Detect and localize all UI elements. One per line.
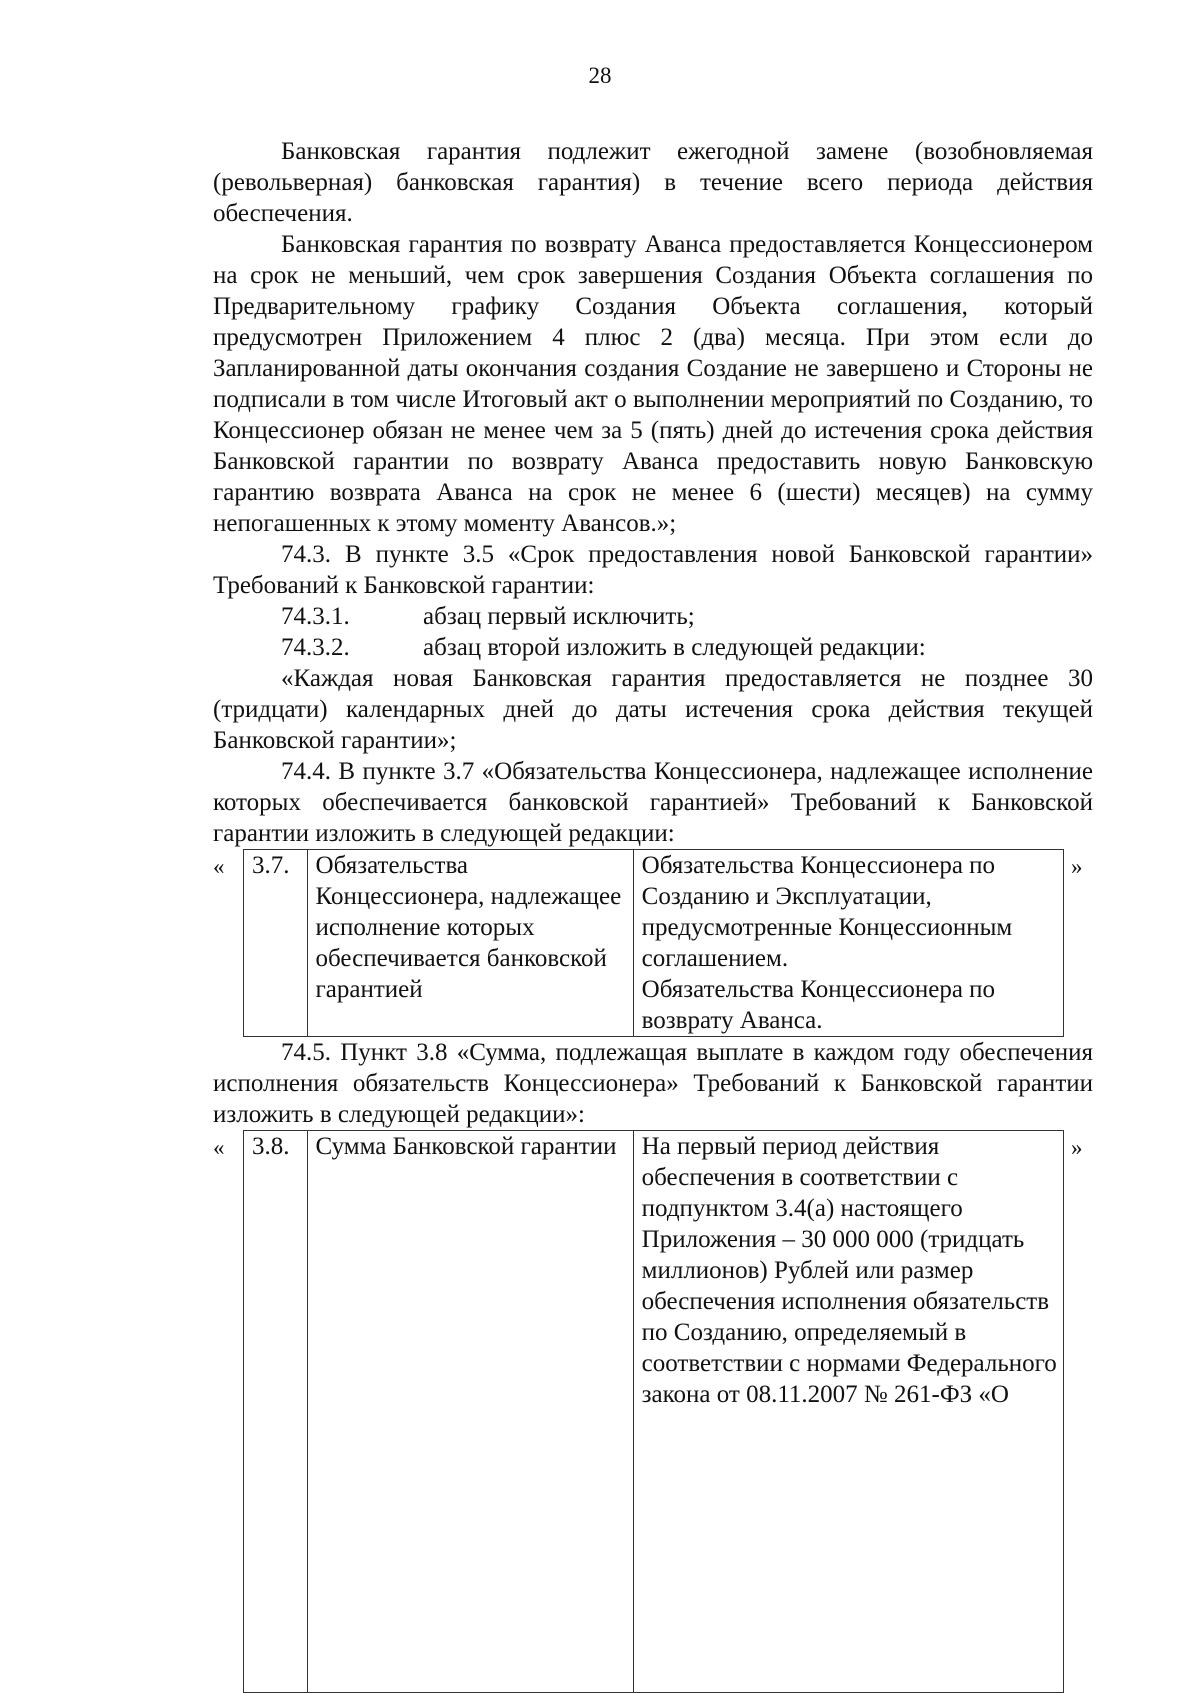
cell-number: 3.7.	[244, 850, 308, 1037]
quote-open: «	[213, 1135, 225, 1160]
document-body	[213, 136, 1093, 1693]
paragraph-annual-replacement: Банковская гарантия подлежит ежегодной замене (возобновляемая (револьверная) банковская гарантия) в течение всего периода действия обеспечения.	[213, 138, 1093, 227]
table-row	[244, 1131, 1064, 1693]
cell-value: На первый период действия обеспечения в соответствии с подпунктом 3.4(а) настоящего Приложения – 30 000 000 (тридцать миллионов) Рублей или размер обеспечения исполнения обязательств по Созданию, определяемый в соответствии с нормами Федерального закона от 08.11.2007 № 261-ФЗ «О	[633, 1131, 1063, 1693]
table-3-7	[243, 849, 1064, 1037]
cell-name: Обязательства Концессионера, надлежащее исполнение которых обеспечивается банковской гарантией	[307, 850, 633, 1037]
quote-close: »	[1071, 1135, 1083, 1160]
subitem-74-3-2	[213, 632, 1093, 663]
cell-value-line-2: Обязательства Концессионера по возврату Аванса.	[641, 976, 996, 1034]
cell-value-line-1: Обязательства Концессионера по Созданию и Эксплуатации, предусмотренные Концессионным соглашением.	[641, 852, 1013, 972]
subitem-text: абзац второй изложить в следующей редакции:	[423, 634, 926, 661]
paragraph-advance-guarantee: Банковская гарантия по возврату Аванса предоставляется Концессионером на срок не меньший, чем срок завершения Создания Объекта соглашения по Предварительному графику Создания Объекта соглашения, который предусмотрен Приложением 4 плюс 2 (два) месяца. При этом если до Запланированной даты окончания создания Создание не завершено и Стороны не подписали в том числе Итоговый акт о выполнении мероприятий по Созданию, то Концессионер обязан не менее чем за 5 (пять) дней до истечения срока действия Банковской гарантии по возврату Аванса предоставить новую Банковскую гарантию возврата Аванса на срок не менее 6 (шести) месяцев) на сумму непогашенных к этому моменту Авансов.»;	[213, 231, 1093, 537]
paragraph-74-4: 74.4. В пункте 3.7 «Обязательства Концессионера, надлежащее исполнение которых обеспечивается банковской гарантией» Требований к Банковской гарантии изложить в следующей редакции:	[213, 758, 1093, 847]
cell-number: 3.8.	[244, 1131, 308, 1693]
subitem-number: 74.3.1.	[281, 603, 350, 630]
page-number: 28	[588, 63, 612, 88]
table-row	[244, 850, 1064, 1037]
subitem-74-3-1	[213, 601, 1093, 632]
subitem-number: 74.3.2.	[281, 634, 350, 661]
quote-open: «	[213, 854, 225, 879]
paragraph-new-guarantee-quote: «Каждая новая Банковская гарантия предоставляется не позднее 30 (тридцати) календарных дней до даты истечения срока действия текущей Банковской гарантии»;	[213, 665, 1093, 754]
table-3-8-wrapper	[213, 1130, 1093, 1693]
paragraph-74-3: 74.3. В пункте 3.5 «Срок предоставления новой Банковской гарантии» Требований к Банковской гарантии:	[213, 541, 1093, 599]
table-3-7-wrapper	[213, 849, 1093, 1037]
subitem-text: абзац первый исключить;	[423, 603, 695, 630]
cell-value	[633, 850, 1063, 1037]
quote-close: »	[1071, 854, 1083, 879]
cell-name: Сумма Банковской гарантии	[307, 1131, 633, 1693]
paragraph-74-5: 74.5. Пункт 3.8 «Сумма, подлежащая выплате в каждом году обеспечения исполнения обязательств Концессионера» Требований к Банковской гарантии изложить в следующей редакции»:	[213, 1039, 1093, 1128]
table-3-8	[243, 1130, 1064, 1693]
